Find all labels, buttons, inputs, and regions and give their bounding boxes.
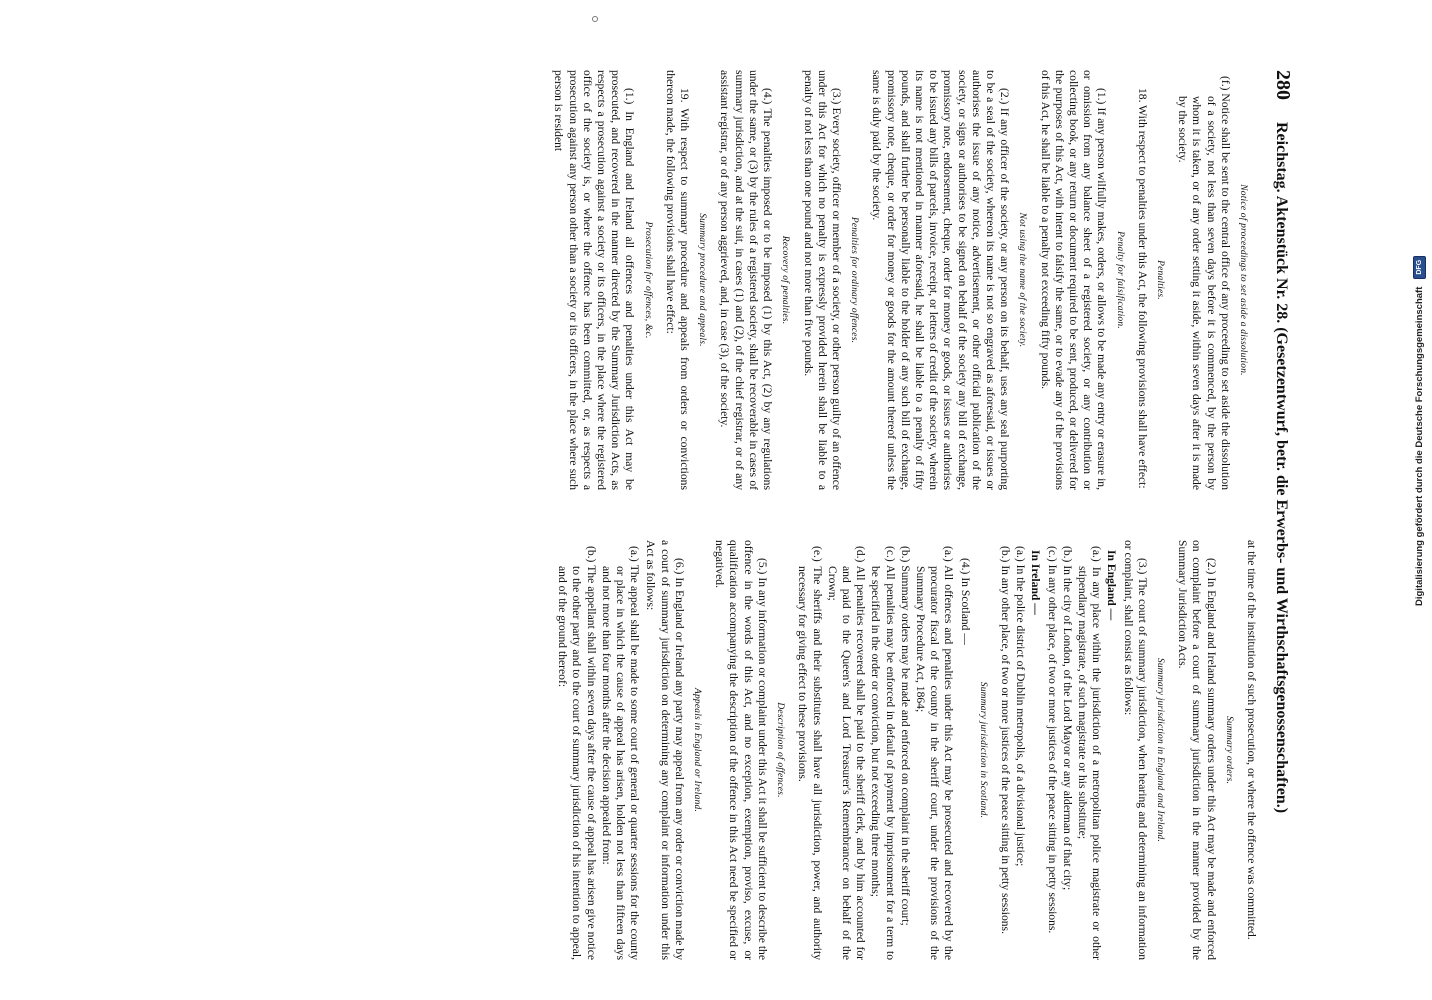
paragraph: (1.) If any person wilfully makes, orders, or allows to be made any entry or erasure in, or omission from any balance sheet of a registered society, or any contribution or collecting book, or any return or document required to be sent, produced, or delivered for the purposes of this Act, with intent to falsify the same, or to evade any of the provisions of this Act, he shall be liable to a penalty not exceeding fifty pounds. xyxy=(1038,70,1109,490)
side-heading: Prosecution for offences, &c. xyxy=(642,221,653,339)
sub-clause: (a.) All offences and penalties under this Act may be prosecuted and recovered by the procurator fiscal of the county in the sheriff court, under the provisions of the Summary Procedure Act, 1864; xyxy=(913,546,956,960)
sub-clause: (c.) All penalties may be enforced in default of payment by imprisonment for a term to be specified in the order or conviction, but not exceeding three months; xyxy=(869,546,897,960)
page-title: Reichstag. Aktenstück Nr. 28. (Gesetzentwurf, betr. die Erwerbs- und Wirthschaftsgenossenschaften.) xyxy=(1273,122,1290,814)
footer-text: Digitalisierung gefördert durch die Deutsche Forschungsgemeinschaft xyxy=(1413,286,1425,606)
side-heading: Summary procedure and appeals. xyxy=(697,213,708,347)
side-heading: Penalties for ordinary offences. xyxy=(849,216,860,344)
sub-clause: (b.) In the city of London, of the Lord Mayor or any alderman of that city; xyxy=(1060,546,1074,891)
paragraph: (6.) In England or Ireland any party may appeal from any order or conviction made by a court of summary jurisdiction on determining any complaint or information under this Act as follows: xyxy=(644,540,686,960)
sub-clause: (a.) In the police district of Dublin metropolis, of a divisional justice; xyxy=(1014,546,1028,867)
paragraph: (1.) In England and Ireland all offences and penalties under this Act may be prosecuted, and recovered in the manner directed by the Summary Jurisdiction Acts, as respects a prosecution against a society or its officers, in the place where the registered office of the society is, or where the offence has been committed, or, as respects a prosecution against any person other than a society or its officers, in the place where such person is resident xyxy=(552,70,637,490)
paragraph: at the time of the institution of such prosecution, or where the offence was committed. xyxy=(1245,540,1258,940)
paragraph: (5.) In any information or complaint under this Act it shall be sufficient to describe the offence in the words of this Act, and no exception, exemption, proviso, excuse, or qualification accompanying the description of the offence in this Act need be specified or negatived. xyxy=(713,540,769,960)
side-heading: Penalties. xyxy=(1154,260,1165,300)
sub-clause: (e.) The sheriffs and their substitutes shall have all jurisdiction, power, and authority necessary for giving effect to these provisions. xyxy=(796,546,824,960)
page-number: 280 xyxy=(1272,70,1294,100)
scan-speck xyxy=(592,16,598,22)
paragraph: 19. With respect to summary procedure and appeals from orders or convictions thereon made, the following provisions shall have effect: xyxy=(663,70,692,490)
side-heading: Description of offences. xyxy=(775,702,786,798)
side-heading: Summary jurisdiction in Scotland. xyxy=(977,681,988,819)
side-heading: Penalty for falsification. xyxy=(1114,231,1125,329)
rotated-page xyxy=(110,70,1294,970)
sub-clause: (b.) The appellant shall within seven days after the cause of appeal has arisen give notice to the other party and to the court of summary jurisdiction of his intention to appeal, and of the ground thereof: xyxy=(556,546,598,960)
side-heading: Summary jurisdiction in England and Ireland. xyxy=(1154,657,1165,843)
page-header xyxy=(1260,70,1294,970)
sub-clause: (c.) In any other place, of two or more justices of the peace sitting in petty sessions. xyxy=(1045,546,1059,934)
sub-clause: (b.) Summary orders may be made and enforced on complaint in the sheriff court; xyxy=(898,546,912,926)
paragraph: (3.) The court of summary jurisdiction, when hearing and determining an information or complaint, shall consist as follows: xyxy=(1121,540,1149,960)
dfg-logo-icon: DFG xyxy=(1413,256,1426,279)
paragraph: (4.) The penalties imposed or to be imposed (1) by this Act, (2) by any regulations under the same, or (3) by the rules of a registered society, shall be recoverable in cases of summary jurisdiction, and at the suit, in cases (1) and (2), of the chief registrar, or of any assistant registrar, or of any person aggrieved, and, in case (3), of the society. xyxy=(718,70,775,490)
sub-clause: (f.) Notice shall be sent to the central office of any proceeding to set aside the dissolution of a society, not less than seven days before it is commenced, by the person by whom it is taken, or of any order setting it aside, within seven days after it is made by the society. xyxy=(1176,76,1232,490)
sub-clause: (d.) All penalties recovered shall be paid to the sheriff clerk, and by him accounted for and paid to the Queen's and Lord Treasurer's Remembrancer on behalf of the Crown; xyxy=(825,546,868,960)
side-heading: Recovery of penalties. xyxy=(780,235,791,325)
paragraph: (2.) If any officer of the society, or any person on its behalf, uses any seal purporting to be a seal of the society, whereon its name is not so engraved as aforesaid, or issues or authorises the issue of any notice, advertisement, or other official publication of the society, or signs or authorises to be signed on behalf of the society any bill of exchange, promissory note, endorsement, cheque, order for money or goods, or issues or authorises to be issued any bills of parcels, invoice, receipt, or letters of credit of the society, wherein its name is not mentioned in manner aforesaid, he shall be liable to a penalty of fifty pounds, and shall further be personally liable to the holder of any such bill of exchange, promissory note, cheque, or order for money or goods for the amount thereof unless the same is duly paid by the society. xyxy=(870,70,1012,490)
paragraph: (2.) In England and Ireland summary orders under this Act may be made and enforced on complaint before a court of summary jurisdiction in the manner provided by the Summary Jurisdiction Acts. xyxy=(1176,540,1218,960)
digitization-footer xyxy=(1408,226,1430,606)
left-column xyxy=(138,70,1258,490)
sub-clause: (a.) In any place within the jurisdiction of a metropolitan police magistrate or other stipendiary magistrate, of such magistrate or his substitute; xyxy=(1075,546,1104,960)
side-heading: Summary orders. xyxy=(1223,715,1234,785)
side-heading: Notice of proceedings to set aside a dissolution. xyxy=(1238,184,1248,376)
paragraph: 18. With respect to penalties under this Act, the following provisions shall have effect: xyxy=(1135,88,1149,489)
sub-clause: (a.) The appeal shall be made to some court of general or quarter sessions for the county or place in which the cause of appeal has arisen, holden not less than fifteen days and not more than four months after the decision appealed from: xyxy=(599,546,642,960)
side-heading: Not using the name of the society. xyxy=(1017,212,1028,348)
sub-clause: (b.) In any other place, of two or more justices of the peace sitting in petty sessions. xyxy=(998,546,1012,934)
paragraph: (4.) In Scotland — xyxy=(958,558,972,645)
right-column xyxy=(138,540,1258,960)
paragraph: (3.) Every society, officer or member of a society, or other person guilty of an offence under this Act for which no penalty is expressly provided herein shall be liable to a penalty of not less than one pound and not more than five pounds. xyxy=(801,70,843,490)
jurisdiction-heading: In England — xyxy=(1105,550,1119,621)
jurisdiction-heading: In Ireland — xyxy=(1029,550,1043,615)
side-heading: Appeals in England or Ireland. xyxy=(692,687,703,813)
